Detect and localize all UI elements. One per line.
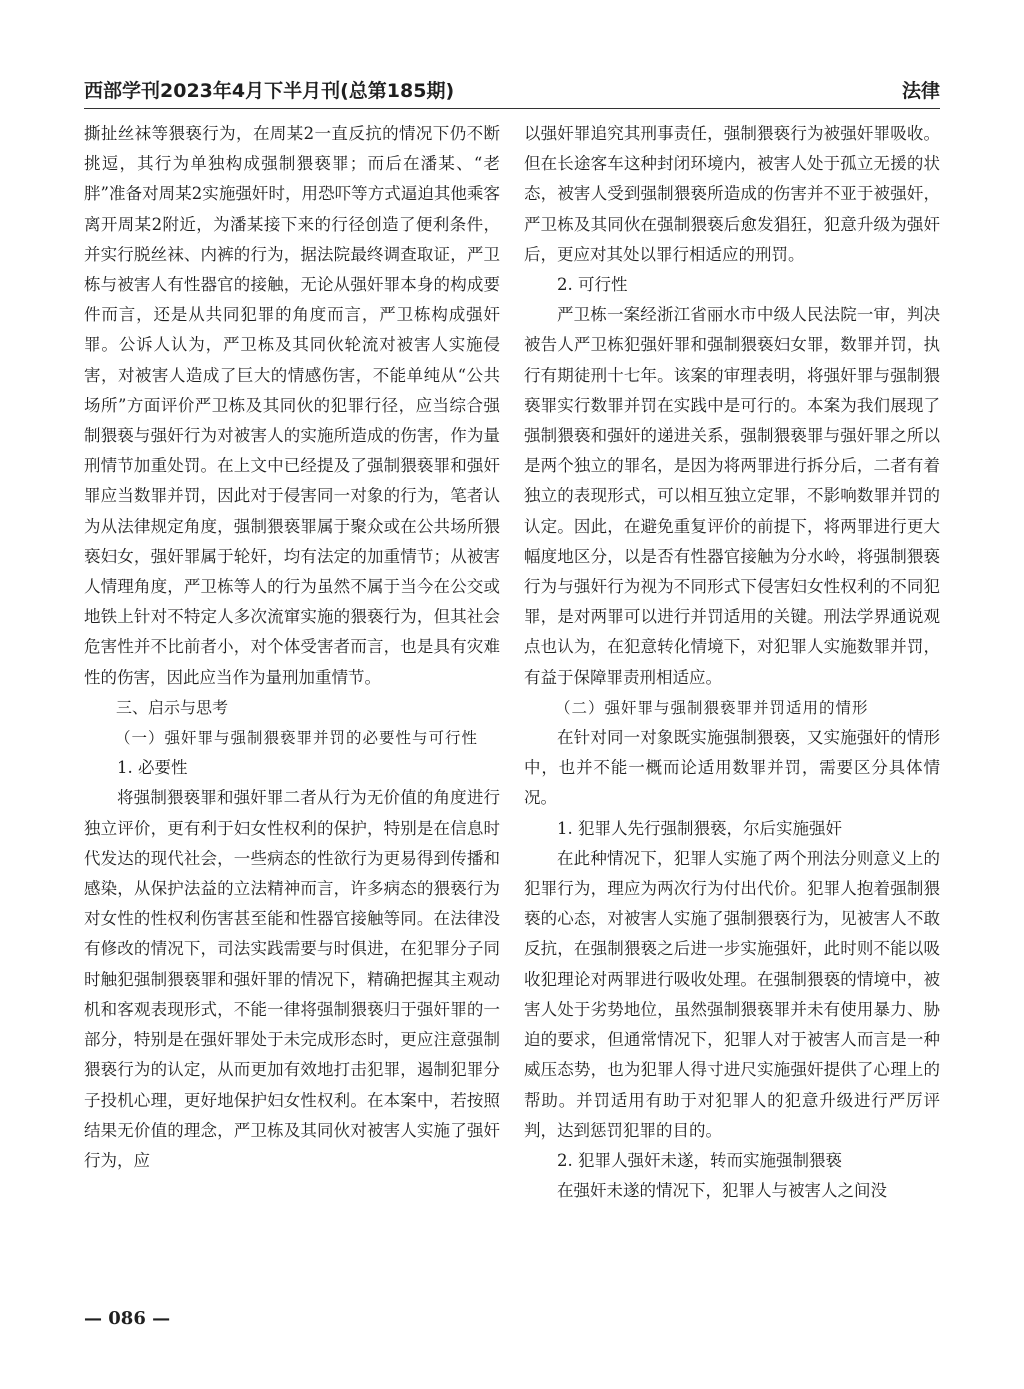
right-column: [524, 119, 940, 1206]
paragraph: 以强奸罪追究其刑事责任，强制猥亵行为被强奸罪吸收。但在长途客车这种封闭环境内，被害人处于孤立无援的状态，被害人受到强制猥亵所造成的伤害并不亚于被强奸，严卫栋及其同伙在强制猥亵后愈发猖狂，犯意升级为强奸后，更应对其处以罪行相适应的刑罚。: [524, 124, 940, 264]
paragraph: 撕扯丝袜等猥亵行为，在周某2一直反抗的情况下仍不断挑逗，其行为单独构成强制猥亵罪；而后在潘某、“老胖”准备对周某2实施强奸时，用恐吓等方式逼迫其他乘客离开周某2附近，为潘某接下来的行径创造了便利条件，并实行脱丝袜、内裤的行为，据法院最终调查取证，严卫栋与被害人有性器官的接触，无论从强奸罪本身的构成要件而言，还是从共同犯罪的角度而言，严卫栋构成强奸罪。公诉人认为，严卫栋及其同伙轮流对被害人实施侵害，对被害人造成了巨大的情感伤害，不能单纯从“公共场所”方面评价严卫栋及其同伙的犯罪行径，应当综合强制猥亵与强奸行为对被害人的实施所造成的伤害，作为量刑情节加重处罚。在上文中已经提及了强制猥亵罪和强奸罪应当数罪并罚，因此对于侵害同一对象的行为，笔者认为从法律规定角度，强制猥亵罪属于聚众或在公共场所猥亵妇女，强奸罪属于轮奸，均有法定的加重情节；从被害人情理角度，严卫栋等人的行为虽然不属于当今在公交或地铁上针对不特定人多次流窜实施的猥亵行为，但其社会危害性并不比前者小，对个体受害者而言，也是具有灾难性的伤害，因此应当作为量刑加重情节。: [84, 124, 500, 687]
heading-level3: 2. 犯罪人强奸未遂，转而实施强制猥亵: [557, 1150, 842, 1170]
section-label: 法律: [901, 80, 940, 102]
paragraph: 在强奸未遂的情况下，犯罪人与被害人之间没: [557, 1181, 887, 1201]
page-header: [84, 70, 940, 109]
journal-title: 西部学刊2023年4月下半月刊(总第185期): [84, 80, 455, 102]
page-number: — 086 —: [84, 1308, 171, 1329]
heading-level3: 2. 可行性: [557, 275, 628, 295]
paragraph: 在针对同一对象既实施强制猥亵，又实施强奸的情形中，也并不能一概而论适用数罪并罚，需要区分具体情况。: [524, 728, 940, 808]
paragraph: 在此种情况下，犯罪人实施了两个刑法分则意义上的犯罪行为，理应为两次行为付出代价。犯罪人抱着强制猥亵的心态，对被害人实施了强制猥亵行为，见被害人不敢反抗，在强制猥亵之后进一步实施强奸，此时则不能以吸收犯理论对两罪进行吸收处理。在强制猥亵的情境中，被害人处于劣势地位，虽然强制猥亵罪并未有使用暴力、胁迫的要求，但通常情况下，犯罪人对于被害人而言是一种威压态势，也为犯罪人得寸进尺实施强奸提供了心理上的帮助。并罚适用有助于对犯罪人的犯意升级进行严厉评判，达到惩罚犯罪的目的。: [524, 848, 940, 1140]
left-column: [84, 119, 500, 1176]
heading-level2: （二）强奸罪与强制猥亵罪并罚适用的情形: [555, 698, 869, 717]
paragraph: 严卫栋一案经浙江省丽水市中级人民法院一审，判决被告人严卫栋犯强奸罪和强制猥亵妇女罪，数罪并罚，执行有期徒刑十七年。该案的审理表明，将强奸罪与强制猥亵罪实行数罪并罚在实践中是可行的。本案为我们展现了强制猥亵和强奸的递进关系，强制猥亵罪与强奸罪之所以是两个独立的罪名，是因为将两罪进行拆分后，二者有着独立的表现形式，可以相互独立定罪，不影响数罪并罚的认定。因此，在避免重复评价的前提下，将两罪进行更大幅度地区分，以是否有性器官接触为分水岭，将强制猥亵行为与强奸行为视为不同形式下侵害妇女性权利的不同犯罪，是对两罪可以进行并罚适用的关键。刑法学界通说观点也认为，在犯意转化情境下，对犯罪人实施数罪并罚，有益于保障罪责刑相适应。: [524, 305, 940, 687]
paragraph: 将强制猥亵罪和强奸罪二者从行为无价值的角度进行独立评价，更有利于妇女性权利的保护，特别是在信息时代发达的现代社会，一些病态的性欲行为更易得到传播和感染，从保护法益的立法精神而言，许多病态的猥亵行为对女性的性权利伤害甚至能和性器官接触等同。在法律没有修改的情况下，司法实践需要与时俱进，在犯罪分子同时触犯强制猥亵罪和强奸罪的情况下，精确把握其主观动机和客观表现形式，不能一律将强制猥亵归于强奸罪的一部分，特别是在强奸罪处于未完成形态时，更应注意强制猥亵行为的认定，从而更加有效地打击犯罪，遏制犯罪分子投机心理，更好地保护妇女性权利。在本案中，若按照结果无价值的理念，严卫栋及其同伙对被害人实施了强奸行为，应: [84, 788, 500, 1170]
heading-level3: 1. 犯罪人先行强制猥亵，尔后实施强奸: [557, 818, 842, 838]
heading-level3: 1. 必要性: [117, 758, 188, 778]
heading-level2: （一）强奸罪与强制猥亵罪并罚的必要性与可行性: [115, 729, 479, 748]
heading-level1: 三、启示与思考: [116, 697, 229, 717]
